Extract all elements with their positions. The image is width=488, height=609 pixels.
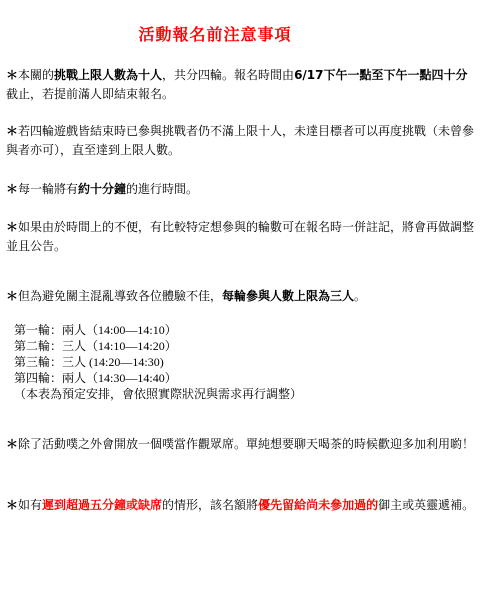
emphasis-text: 挑戰上限人數為十人 <box>54 68 163 82</box>
body-text: 御主或英靈遞補。 <box>378 498 475 512</box>
highlight-text: 優先留給尚未參加過的 <box>258 498 379 512</box>
schedule-row <box>14 322 474 338</box>
page-title: 活動報名前注意事項 <box>138 25 292 44</box>
schedule-row <box>14 354 474 370</box>
asterisk-bullet: ＊ <box>6 220 19 234</box>
emphasis-text: 約十分鐘 <box>78 182 127 196</box>
schedule-row <box>14 338 474 354</box>
highlight-text: 遲到超過五分鐘或缺席 <box>42 498 163 512</box>
schedule-time: （14:10—14:20） <box>86 339 177 353</box>
body-text: 但為避免關主混亂導致各位體驗不佳， <box>18 289 223 303</box>
schedule-table <box>14 322 474 402</box>
schedule-time: （14:30—14:40） <box>86 371 177 385</box>
schedule-round: 第四輪： <box>14 371 63 385</box>
body-text: 若四輪遊戲皆結束時已參與挑戰者仍不滿上限十人，未達目標者可以再度挑戰（未曾參與者亦可），直至達到上限人數。 <box>6 124 475 157</box>
schedule-count: 三人 <box>62 355 87 369</box>
schedule-time: (14:20—14:30) <box>86 355 164 369</box>
body-text: 。 <box>354 289 367 303</box>
schedule-count: 兩人 <box>62 323 87 337</box>
emphasis-text: 6/17下午一點至下午一點四十分 <box>294 68 468 82</box>
notice-item-3 <box>6 180 476 199</box>
schedule-time: （14:00—14:10） <box>86 323 177 337</box>
asterisk-bullet: ＊ <box>6 437 19 451</box>
schedule-round: 第一輪： <box>14 323 63 337</box>
notice-item-4 <box>6 218 476 256</box>
body-text: 如有 <box>18 498 43 512</box>
body-text: 如果由於時間上的不便，有比較特定想參與的輪數可在報名時一併註記，將會再做調整並且公告。 <box>6 220 475 253</box>
asterisk-bullet: ＊ <box>6 498 19 512</box>
notice-item-7 <box>6 496 476 515</box>
notice-item-6 <box>6 435 476 454</box>
schedule-round: 第三輪： <box>14 355 63 369</box>
body-text: 除了活動噗之外會開放一個噗當作觀眾席。單純想要聊天喝茶的時候歡迎多加利用喲！ <box>18 437 475 451</box>
asterisk-bullet: ＊ <box>6 289 19 303</box>
schedule-row <box>14 370 474 386</box>
schedule-count: 兩人 <box>62 371 87 385</box>
body-text: ，共分四輪。報名時間由 <box>162 68 295 82</box>
schedule-round: 第二輪： <box>14 339 63 353</box>
emphasis-text: 每輪參與人數上限為三人 <box>222 289 355 303</box>
body-text: 的進行時間。 <box>126 182 199 196</box>
asterisk-bullet: ＊ <box>6 68 19 82</box>
body-text: 本關的 <box>18 68 55 82</box>
schedule-count: 三人 <box>62 339 87 353</box>
body-text: 的情形，該名額將 <box>162 498 259 512</box>
notice-item-1 <box>6 66 476 104</box>
schedule-note: （本表為預定安排，會依照實際狀況與需求再行調整） <box>14 387 303 401</box>
asterisk-bullet: ＊ <box>6 124 19 138</box>
notice-item-2 <box>6 122 476 160</box>
notice-item-5 <box>6 287 476 306</box>
body-text: 截止，若提前滿人即結束報名。 <box>6 87 175 101</box>
body-text: 每一輪將有 <box>18 182 79 196</box>
asterisk-bullet: ＊ <box>6 182 19 196</box>
